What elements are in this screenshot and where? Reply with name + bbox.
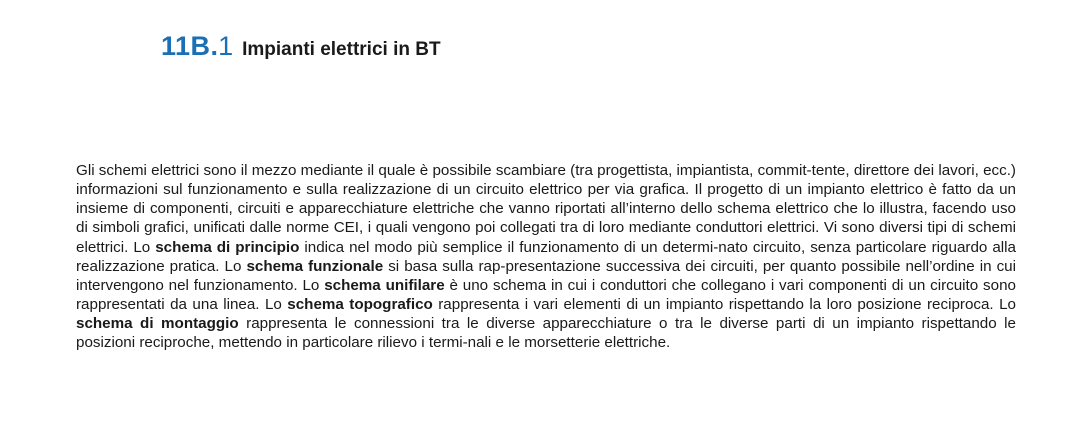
term-schema-funzionale: schema funzionale	[246, 257, 384, 275]
section-dot: .	[210, 31, 219, 61]
section-code: 11B	[161, 31, 211, 61]
section-number: 1	[218, 31, 234, 61]
body-text-6: rappresenta le connessioni tra le diverse apparecchiature o tra le diverse parti di un impianto rispettando le posizioni reciproche, mettendo in particolare rilievo i termi-nali e le morsetterie elettriche.	[76, 314, 1016, 352]
body-text-1: Gli schemi elettrici sono il mezzo mediante il quale è possibile scambiare (tra progettista, impiantista, commit-tente, direttore dei lavori, ecc.) informazioni sul funzionamento e sulla realizzazione di un circuito elettrico per via grafica. Il progetto di un impianto elettrico è fatto da un insieme di componenti, circuiti e apparecchiature elettriche che vanno riportati all’interno dello schema elettrico che lo illustra, facendo uso di simboli grafici, unificati dalle norme CEI, i quali vengono poi collegati tra di loro mediante conduttori elettrici. Vi sono diversi tipi di schemi elettrici. Lo	[76, 162, 1016, 256]
body-text-2: indica nel modo più semplice il funzionamento di un determi-nato circuito, senza particolare riguardo alla realizzazione pratica. Lo	[76, 238, 1016, 275]
section-title: Impianti elettrici in BT	[242, 39, 441, 60]
body-text-3: si basa sulla rap-presentazione successiva dei circuiti, per quanto possibile nell’ordine in cui intervengono nel funzionamento. Lo	[76, 257, 1016, 294]
body-paragraph	[76, 161, 1016, 352]
term-schema-di-montaggio: schema di montaggio	[76, 314, 239, 332]
section-heading	[161, 31, 441, 62]
body-text-5: rappresenta i vari elementi di un impianto rispettando la loro posizione reciproca. Lo	[432, 295, 1016, 313]
body-text-4: è uno schema in cui i conduttori che collegano i vari componenti di un circuito sono rappresentati da una linea. Lo	[76, 276, 1016, 313]
term-schema-di-principio: schema di principio	[155, 238, 300, 256]
term-schema-unifilare: schema unifilare	[324, 276, 445, 294]
term-schema-topografico: schema topografico	[287, 295, 433, 313]
